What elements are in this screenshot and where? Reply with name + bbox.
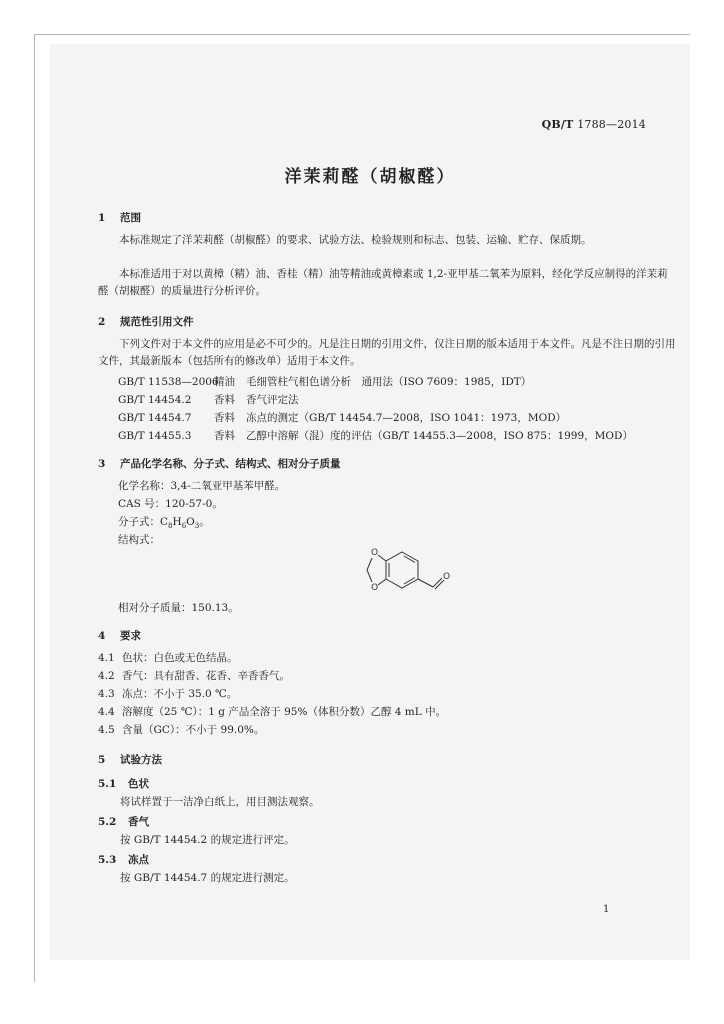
reference-code: GB/T 14454.2 (118, 394, 192, 406)
section-title: 规范性引用文件 (120, 316, 194, 328)
structural-formula-image (358, 540, 468, 610)
reference-category: 香料 (214, 430, 235, 442)
subsection-title: 色状 (128, 778, 149, 790)
formula-end: 。 (199, 516, 210, 528)
document-page (50, 44, 690, 960)
requirement-item (98, 668, 290, 683)
scan-frame-left (34, 34, 35, 982)
formula-o: O (186, 516, 195, 528)
reference-category: 香料 (214, 394, 235, 406)
section-title: 范围 (120, 212, 141, 224)
subsection-number: 5.3 (98, 854, 117, 866)
section-number: 2 (98, 316, 106, 328)
requirement-number: 4.1 (98, 652, 115, 664)
requirement-item (98, 650, 238, 665)
section-number: 4 (98, 630, 106, 642)
subsection-text: 按 GB/T 14454.7 的规定进行测定。 (120, 872, 295, 884)
section-title: 试验方法 (120, 754, 162, 766)
reference-text: 冻点的测定（GB/T 14454.7—2008，ISO 1041：1973，MOD） (246, 412, 567, 424)
subsection-heading (98, 776, 149, 791)
subsection-text: 按 GB/T 14454.2 的规定进行评定。 (120, 834, 295, 846)
reference-text: 香气评定法 (246, 394, 299, 406)
formula-o-count: 3 (194, 522, 200, 531)
subsection-heading (98, 814, 149, 829)
reference-text: 乙醇中溶解（混）度的评估（GB/T 14455.3—2008，ISO 875：1999，MOD） (246, 430, 633, 442)
section-1-paragraph-2: 本标准适用于对以黄樟（精）油、香桂（精）油等精油或黄樟素或 1,2-亚甲基二氧苯为原料，经化学反应制得的洋茉莉醛（胡椒醛）的质量进行分析评价。 (98, 268, 668, 297)
reference-item (118, 374, 531, 389)
reference-category: 香料 (214, 412, 235, 424)
reference-code: GB/T 14454.7 (118, 412, 192, 424)
reference-item (118, 392, 299, 407)
molecular-weight: 相对分子质量：150.13。 (118, 602, 239, 614)
requirement-text: 色状：白色或无色结晶。 (122, 652, 238, 664)
section-number: 5 (98, 754, 106, 766)
requirement-text: 溶解度（25 ℃）：1 g 产品全溶于 95%（体积分数）乙醇 4 mL 中。 (122, 706, 447, 718)
requirement-item (98, 722, 264, 737)
section-number: 1 (98, 212, 106, 224)
section-1-heading (98, 210, 141, 225)
section-2-paragraph: 下列文件对于本文件的应用是必不可少的。凡是注日期的引用文件，仅注日期的版本适用于本文件。凡是不注日期的引用文件，其最新版本（包括所有的修改单）适用于本文件。 (98, 338, 676, 367)
reference-item (118, 428, 633, 443)
subsection-heading (98, 852, 149, 867)
requirement-text: 香气：具有甜香、花香、辛香香气。 (122, 670, 290, 682)
oxygen-label: O (443, 572, 451, 582)
formula-prefix: 分子式：C (118, 516, 169, 528)
formula-h: H (172, 516, 182, 528)
standard-number: 1788—2014 (577, 118, 646, 131)
subsection-text: 将试样置于一洁净白纸上，用目测法观察。 (120, 796, 320, 808)
requirement-number: 4.3 (98, 688, 115, 700)
section-title: 产品化学名称、分子式、结构式、相对分子质量 (120, 458, 341, 470)
section-2-heading (98, 314, 194, 329)
formula-h-count: 6 (181, 522, 187, 531)
requirement-item (98, 704, 446, 719)
oxygen-label: O (371, 548, 379, 558)
oxygen-label: O (371, 583, 379, 593)
requirement-number: 4.4 (98, 706, 115, 718)
scan-frame-top (34, 34, 690, 35)
formula-c-count: 8 (168, 522, 173, 531)
molecular-formula (118, 514, 210, 530)
subsection-number: 5.1 (98, 778, 117, 790)
reference-code: GB/T 11538—2006 (118, 376, 219, 388)
section-5-heading (98, 752, 162, 767)
section-1-paragraph-1: 本标准规定了洋茉莉醛（胡椒醛）的要求、试验方法、检验规则和标志、包装、运输、贮存、保质期。 (119, 234, 592, 246)
reference-code: GB/T 14455.3 (118, 430, 192, 442)
section-title: 要求 (120, 630, 141, 642)
subsection-title: 香气 (128, 816, 149, 828)
subsection-title: 冻点 (128, 854, 149, 866)
document-title: 洋茉莉醛（胡椒醛） (284, 167, 456, 187)
requirement-number: 4.2 (98, 670, 115, 682)
section-3-heading (98, 456, 341, 471)
chemical-name: 化学名称：3,4-二氧亚甲基苯甲醛。 (118, 480, 286, 492)
cas-number: CAS 号：120-57-0。 (118, 498, 223, 510)
requirement-text: 含量（GC）：不小于 99.0%。 (122, 724, 265, 736)
standard-code: QB/T (541, 118, 574, 131)
section-number: 3 (98, 458, 106, 470)
page-number: 1 (603, 904, 610, 915)
standard-id (542, 118, 646, 131)
requirement-text: 冻点：不小于 35.0 ℃。 (122, 688, 238, 700)
section-4-heading (98, 628, 141, 643)
structure-label: 结构式： (118, 534, 160, 546)
requirement-number: 4.5 (98, 724, 115, 736)
reference-item (118, 410, 566, 425)
requirement-item (98, 686, 237, 701)
reference-text: 毛细管柱气相色谱分析 通用法（ISO 7609：1985，IDT） (246, 376, 532, 388)
subsection-number: 5.2 (98, 816, 117, 828)
reference-category: 精油 (214, 376, 235, 388)
